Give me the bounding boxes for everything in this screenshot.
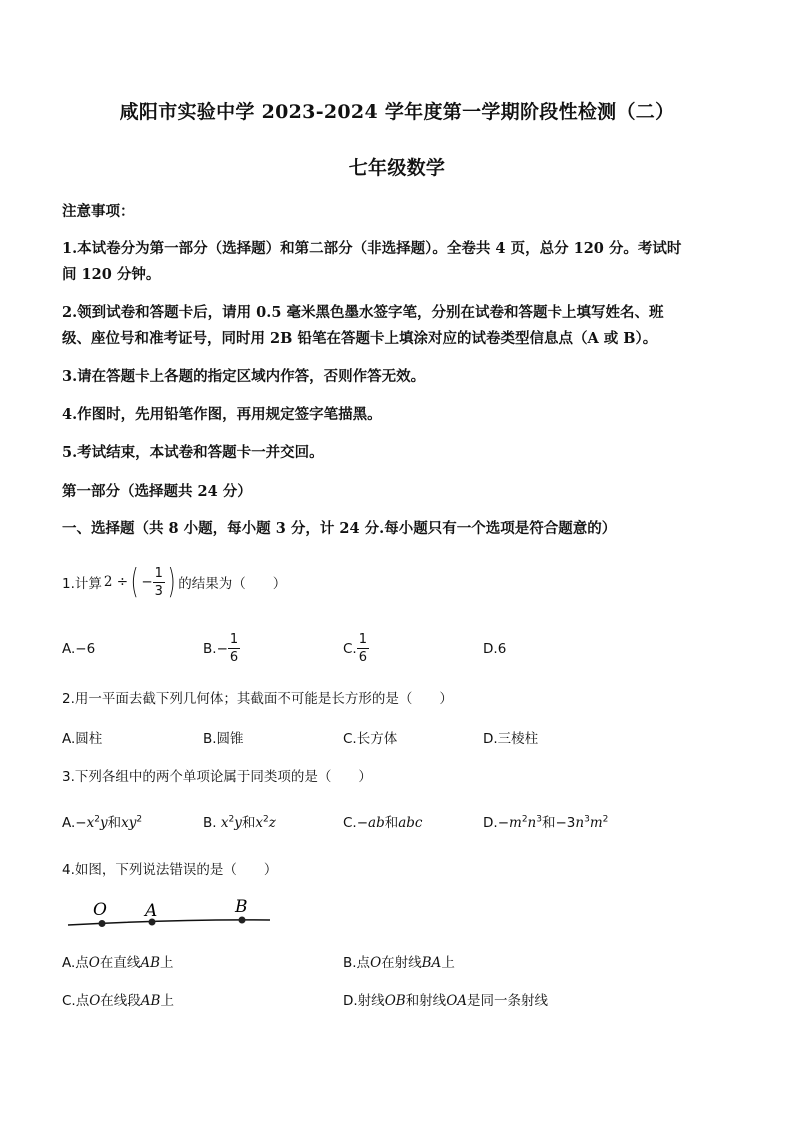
q4-c-mid: 在线段	[100, 993, 141, 1009]
q1-b-label: B.	[203, 640, 217, 657]
q4-a-line: AB	[140, 955, 161, 971]
point-b	[239, 917, 246, 924]
q3-option-d: $D.-m^2n^3$和$-3n^3m^2$	[483, 814, 609, 831]
q4-c-pre: C.点	[62, 993, 90, 1009]
q3-b-and: 和	[241, 815, 256, 831]
note-3: 3.请在答题卡上各题的指定区域内作答，否则作答无效。	[62, 368, 426, 385]
q4-b-post: 上	[441, 955, 455, 971]
q1-b-numerator: 1	[229, 632, 239, 647]
q1-option-c	[343, 633, 369, 664]
q4-d-mid: 和射线	[405, 993, 447, 1009]
q1-option-d	[483, 641, 506, 657]
q2-option-a: A.圆柱	[62, 731, 103, 747]
q3-c-label: C.	[343, 815, 357, 831]
line-figure	[60, 893, 280, 938]
q4-a-pre: A.点	[62, 955, 89, 971]
q4-a-mid: 在直线	[99, 955, 141, 971]
question-4: 4.如图，下列说法错误的是（ ）	[62, 862, 278, 878]
q4-option-a	[62, 951, 174, 971]
q4-c-post: 上	[160, 993, 174, 1009]
q4-option-c	[62, 989, 174, 1009]
section-1-heading: 一、选择题（共 8 小题，每小题 3 分，计 24 分.每小题只有一个选项是符合题意的）	[62, 520, 617, 537]
q2-option-c: C.长方体	[343, 731, 398, 747]
note-1-line-2: 间 120 分钟。	[62, 266, 161, 283]
q1-right-paren: )	[167, 562, 176, 602]
q1-c-denominator: 6	[358, 650, 367, 665]
q1-expression: 2 ÷	[103, 574, 129, 590]
q3-c-and: 和	[384, 815, 399, 831]
note-1-line-1: 1.本试卷分为第一部分（选择题）和第二部分（非选择题）。全卷共 4 页，总分 120 分。考试时	[62, 240, 682, 257]
question-1	[62, 562, 286, 602]
q3-d-and: 和	[541, 815, 556, 831]
q1-a-label: A.	[62, 641, 76, 657]
note-4: 4.作图时，先用铅笔作图，再用规定签字笔描黑。	[62, 406, 382, 423]
q3-b-label: B.	[203, 815, 217, 831]
q1-b-denominator: 6	[229, 650, 239, 665]
point-o	[99, 920, 106, 927]
q1-b-sign: −	[216, 640, 228, 657]
q1-frac-numerator: 1	[154, 565, 163, 581]
q1-option-b	[203, 633, 240, 664]
q3-a-label: A.	[62, 815, 76, 831]
question-3: 3.下列各组中的两个单项论属于同类项的是（ ）	[62, 769, 372, 785]
q4-b-mid: 在射线	[381, 955, 422, 971]
q1-suffix: 的结果为（ ）	[178, 576, 287, 592]
q4-a-post: 上	[160, 955, 174, 971]
q1-frac-sign: −	[141, 574, 153, 590]
q3-a-and: 和	[107, 815, 122, 831]
q1-c-numerator: 1	[358, 632, 367, 647]
note-5: 5.考试结束，本试卷和答题卡一并交回。	[62, 444, 324, 461]
q4-d-pre: D.射线	[343, 993, 385, 1009]
q1-option-a	[62, 641, 95, 657]
q4-c-segment: AB	[140, 993, 161, 1009]
part-1-heading: 第一部分（选择题共 24 分）	[62, 483, 252, 500]
q4-option-d	[343, 989, 548, 1009]
exam-subtitle: 七年级数学	[348, 157, 446, 179]
q4-b-pre: B.点	[343, 955, 371, 971]
q1-d-label: D.	[483, 641, 498, 657]
q4-a-point: O	[88, 955, 100, 971]
label-a: A	[145, 901, 158, 921]
q1-left-paren: (	[130, 562, 139, 602]
q1-fraction	[153, 567, 165, 598]
label-o: O	[93, 900, 107, 920]
q1-frac-denominator: 3	[154, 583, 163, 599]
q4-d-ray-1: OB	[384, 993, 406, 1009]
q1-a-value: −6	[75, 641, 96, 657]
q3-option-a: $A.-x^2y$和$xy^2$	[62, 814, 143, 831]
q2-option-d: D.三棱柱	[483, 731, 539, 747]
q2-option-b: B.圆锥	[203, 731, 244, 747]
q3-d-label: D.	[483, 815, 498, 831]
q3-option-b: B. $x^2y$和$x^2z$	[203, 814, 276, 831]
q1-d-value: 6	[497, 641, 507, 657]
note-2-line-1: 2.领到试卷和答题卡后，请用 0.5 毫米黑色墨水签字笔，分别在试卷和答题卡上填写姓名、班	[62, 304, 664, 321]
q1-c-label: C.	[343, 640, 357, 657]
q1-b-fraction	[228, 633, 240, 664]
q4-c-point: O	[89, 993, 101, 1009]
label-b: B	[235, 897, 248, 917]
q1-prefix: 1.计算	[62, 576, 102, 592]
q4-b-ray: BA	[421, 955, 442, 971]
question-2: 2.用一平面去截下列几何体；其截面不可能是长方形的是（ ）	[62, 691, 453, 707]
q3-option-c: C.−ab和abc	[343, 815, 423, 831]
q4-d-post: 是同一条射线	[467, 993, 549, 1009]
q4-b-point: O	[370, 955, 382, 971]
q1-c-fraction	[357, 633, 369, 664]
note-2-line-2: 级、座位号和准考证号，同时用 2B 铅笔在答题卡上填涂对应的试卷类型信息点（A 或 B）。	[62, 330, 658, 347]
q4-option-b	[343, 951, 455, 971]
exam-title: 咸阳市实验中学 2023-2024 学年度第一学期阶段性检测（二）	[119, 101, 675, 123]
q4-d-ray-2: OA	[446, 993, 468, 1009]
notes-heading: 注意事项：	[62, 203, 135, 220]
